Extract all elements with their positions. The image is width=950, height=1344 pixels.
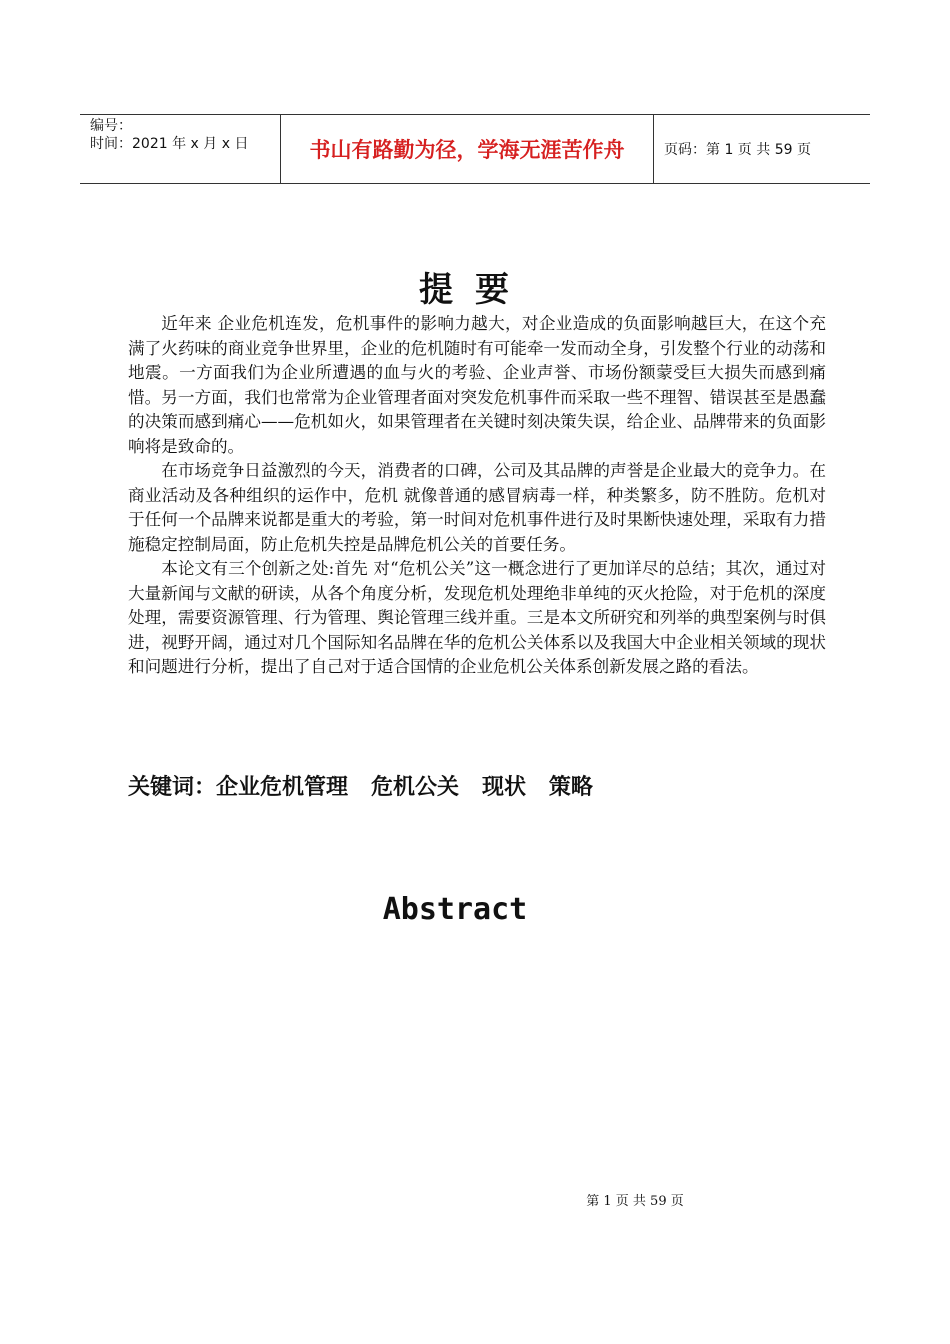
page-title: 提要 — [419, 270, 531, 310]
header-table — [80, 114, 870, 184]
abstract-en-title: Abstract — [382, 892, 528, 927]
keywords: 关键词：企业危机管理 危机公关 现状 策略 — [128, 775, 593, 800]
page-footer: 第 1 页 共 59 页 — [586, 1194, 684, 1209]
time-label: 时间：2021 年 x 月 x 日 — [90, 136, 249, 152]
abstract-paragraph: 在市场竞争日益激烈的今天，消费者的口碑，公司及其品牌的声誉是企业最大的竞争力。在商业活动及各种组织的运作中，危机 就像普通的感冒病毒一样，种类繁多，防不胜防。危机对于任何一个品牌来说都是重大的考验，第一时间对危机事件进行及时果断快速处理，采取有力措施稳定控制局面，防止危机失控是品牌危机公关的首要任务。 — [128, 461, 826, 554]
header-meta — [80, 115, 281, 183]
header-motto: 书山有路勤为径，学海无涯苦作舟 — [281, 115, 654, 183]
abstract-paragraph: 本论文有三个创新之处:首先 对“危机公关”这一概念进行了更加详尽的总结；其次，通过对大量新闻与文献的研读，从各个角度分析，发现危机处理绝非单纯的灭火抢险，对于危机的深度处理，需要资源管理、行为管理、舆论管理三线并重。三是本文所研究和列举的典型案例与时俱进，视野开阔，通过对几个国际知名品牌在华的危机公关体系以及我国大中企业相关领域的现状和问题进行分析，提出了自己对于适合国情的企业危机公关体系创新发展之路的看法。 — [128, 559, 826, 676]
abstract-body — [128, 312, 826, 680]
abstract-paragraph: 近年来 企业危机连发，危机事件的影响力越大，对企业造成的负面影响越巨大，在这个充满了火药味的商业竞争世界里，企业的危机随时有可能牵一发而动全身，引发整个行业的动荡和地震。一方面我们为企业所遭遇的血与火的考验、企业声誉、市场份额蒙受巨大损失而感到痛惜。另一方面，我们也常常为企业管理者面对突发危机事件而采取一些不理智、错误甚至是愚蠢的决策而感到痛心——危机如火，如果管理者在关键时刻决策失误，给企业、品牌带来的负面影响将是致命的。 — [128, 314, 826, 456]
header-page-code: 页码：第 1 页 共 59 页 — [664, 142, 811, 158]
number-label: 编号： — [90, 118, 132, 134]
